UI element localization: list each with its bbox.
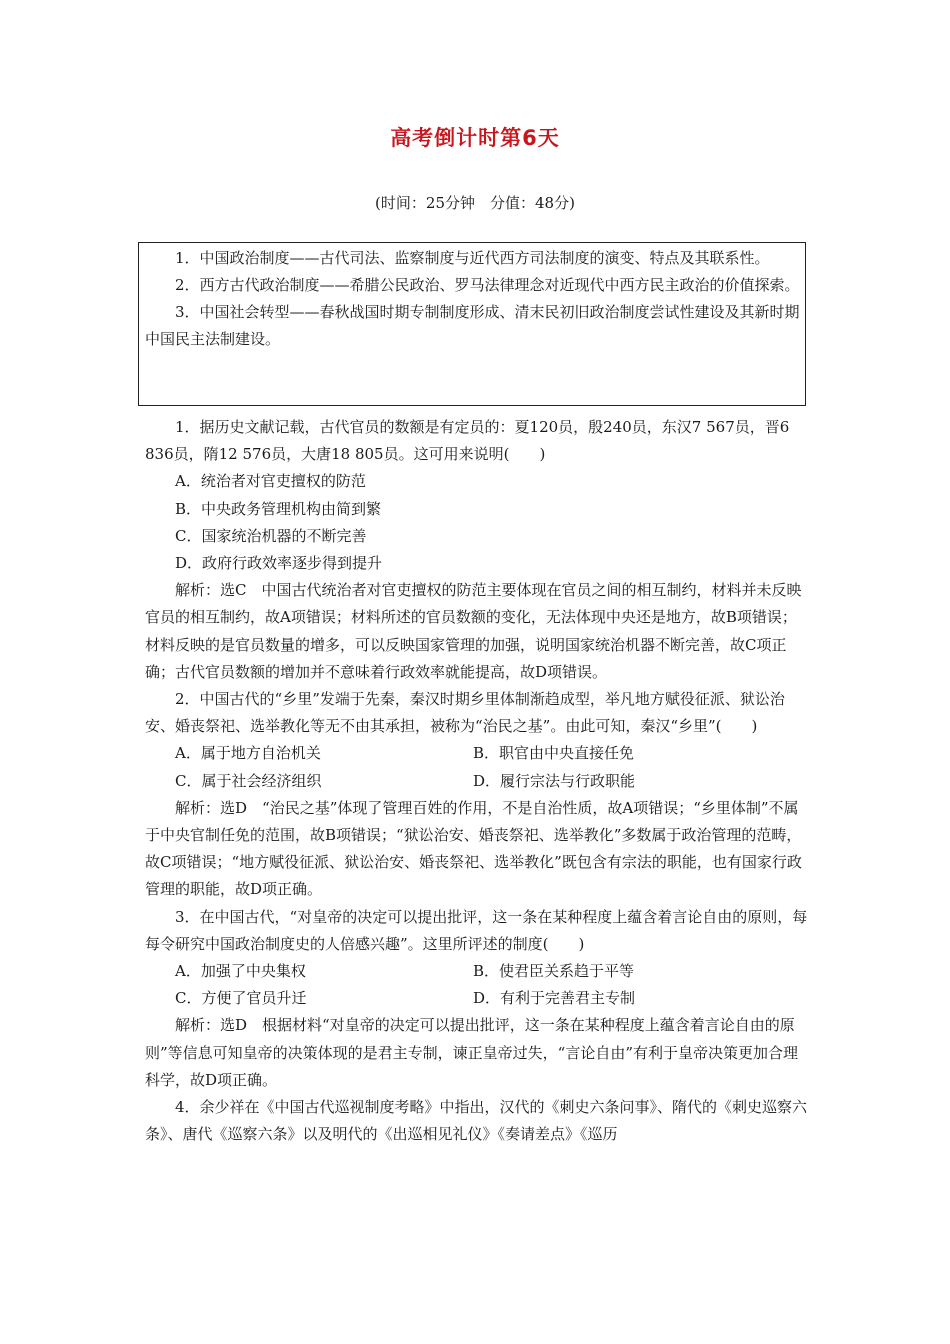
question-3-option-c: C．方便了官员升迁: [175, 989, 307, 1008]
key-point: 1．中国政治制度——古代司法、监察制度与近代西方司法制度的演变、特点及其联系性。: [175, 249, 770, 267]
key-point: 3．中国社会转型——春秋战国时期专制制度形成、清末民初旧政治制度尝试性建设及其新时期中国民主法制建设。: [145, 303, 800, 348]
question-2-option-c: C．属于社会经济组织: [175, 771, 322, 790]
question-1-analysis: 解析：选C 中国古代统治者对官吏擅权的防范主要体现在官员之间的相互制约，材料并未反映官员的相互制约，故A项错误；材料所述的官员数额的变化，无法体现中央还是地方，故B项错误；材料反映的是官员数量的增多，可以反映国家管理的加强，说明国家统治机器不断完善，故C项正确；古代官员数额的增加并不意味着行政效率就能提高，故D项错误。: [145, 581, 802, 681]
question-3-stem: 3．在中国古代，“对皇帝的决定可以提出批评，这一条在某种程度上蕴含着言论自由的原则，每每令研究中国政治制度史的人倍感兴趣”。这里所评述的制度( ): [145, 907, 808, 953]
question-4-stem: 4．余少祥在《中国古代巡视制度考略》中指出，汉代的《刺史六条问事》、隋代的《刺史巡察六条》、唐代《巡察六条》以及明代的《出巡相见礼仪》《奏请差点》《巡历: [145, 1098, 808, 1144]
key-points-box: [138, 242, 806, 406]
question-2-analysis: 解析：选D “治民之基”体现了管理百姓的作用，不是自治性质，故A项错误；“乡里体制”不属于中央官制任免的范围，故B项错误；“狱讼治安、婚丧祭祀、选举教化”多数属于政治管理的范畴，故C项错误；“地方赋役征派、狱讼治安、婚丧祭祀、选举教化”既包含有宗法的职能，也有国家行政管理的职能，故D项正确。: [145, 798, 802, 899]
key-point: 2．西方古代政治制度——希腊公民政治、罗马法律理念对近现代中西方民主政治的价值探索。: [175, 276, 800, 294]
question-1-stem: 1．据历史文献记载，古代官员的数额是有定员的：夏120员，殷240员，东汉7 567员，晋6 836员，隋12 576员，大唐18 805员。这可用来说明( ): [145, 418, 790, 464]
question-1-option-d: D．政府行政效率逐步得到提升: [175, 554, 383, 573]
question-2-options-row: [145, 740, 810, 767]
question-2-option-d: D．履行宗法与行政职能: [473, 771, 636, 790]
question-3-option-d: D．有利于完善君主专制: [473, 989, 636, 1008]
question-2-option-b: B．职官由中央直接任免: [473, 744, 635, 763]
question-3-option-a: A．加强了中央集权: [175, 962, 306, 981]
question-2-stem: 2．中国古代的“乡里”发端于先秦，秦汉时期乡里体制渐趋成型，举凡地方赋役征派、狱讼治安、婚丧祭祀、选举教化等无不由其承担，被称为“治民之基”。由此可知，秦汉“乡里”( ): [145, 690, 785, 736]
page-title: 高考倒计时第6天: [390, 126, 560, 150]
time-score-info: (时间：25分钟 分值：48分): [375, 194, 575, 212]
question-3-options-row: [145, 985, 810, 1012]
question-2-option-a: A．属于地方自治机关: [175, 744, 321, 763]
question-1-option-b: B．中央政务管理机构由简到繁: [175, 499, 382, 518]
question-2-options-row: [145, 768, 810, 795]
questions: [145, 414, 810, 1148]
question-3-analysis: 解析：选D 根据材料“对皇帝的决定可以提出批评，这一条在某种程度上蕴含着言论自由的原则”等信息可知皇帝的决策体现的是君主专制，谏正皇帝过失，“言论自由”有利于皇帝决策更加合理科学，故D项正确。: [145, 1016, 799, 1089]
question-1-option-a: A．统治者对官吏擅权的防范: [175, 472, 366, 491]
question-1-option-c: C．国家统治机器的不断完善: [175, 526, 367, 545]
question-3-options-row: [145, 958, 810, 985]
question-3-option-b: B．使君臣关系趋于平等: [473, 962, 635, 981]
